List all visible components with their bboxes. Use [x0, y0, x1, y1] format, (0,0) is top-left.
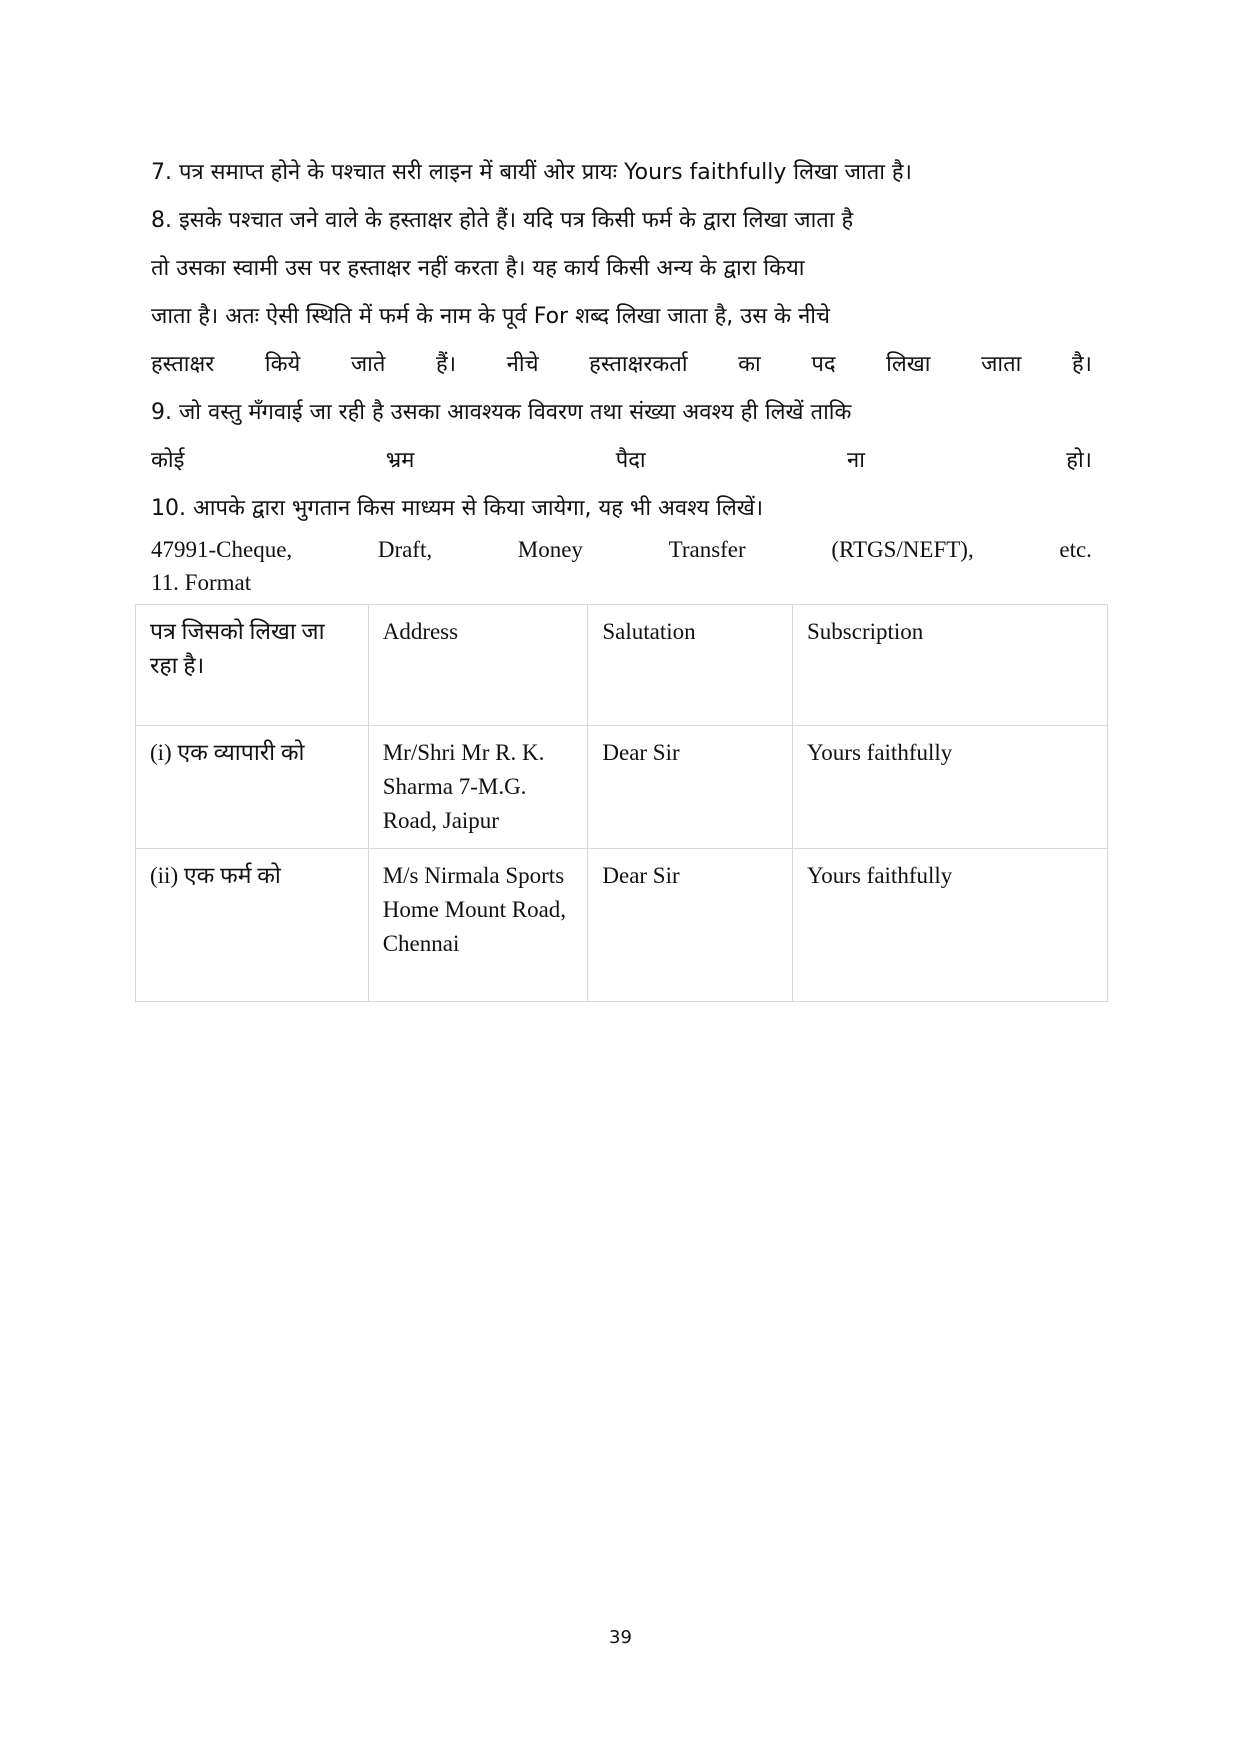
word: लिखा: [886, 352, 931, 377]
cell-subscription: Yours faithfully: [793, 849, 1108, 1002]
header-address: Address: [368, 605, 588, 726]
payment-mode: 47991-Cheque,: [151, 537, 293, 562]
header-recipient: पत्र जिसको लिखा जा रहा है।: [136, 605, 369, 726]
word: हस्ताक्षर: [151, 352, 215, 377]
paragraph-9-line-2: [151, 446, 1092, 476]
page-number: 39: [609, 1627, 632, 1648]
cell-address: Mr/Shri Mr R. K. Sharma 7-M.G. Road, Jaipur: [368, 726, 588, 849]
word: हो।: [1066, 448, 1092, 473]
table-row: [136, 849, 1108, 1002]
word: कोई: [151, 448, 185, 473]
payment-mode: Money: [517, 537, 583, 562]
cell-salutation: Dear Sir: [588, 726, 793, 849]
word: पैदा: [615, 448, 646, 473]
paragraph-8-line-2: तो उसका स्वामी उस पर हस्ताक्षर नहीं करता है। यह कार्य किसी अन्य के द्वारा किया: [151, 256, 805, 281]
word: हैं।: [436, 352, 457, 377]
paragraph-11-heading: 11. Format: [151, 570, 252, 595]
word: है।: [1071, 352, 1092, 377]
word: का: [738, 352, 761, 377]
header-salutation: Salutation: [588, 605, 793, 726]
cell-recipient: (i) एक व्यापारी को: [136, 726, 369, 849]
table-row: [136, 726, 1108, 849]
word: किये: [264, 352, 301, 377]
word: ना: [847, 448, 865, 473]
payment-mode: Transfer: [668, 537, 746, 562]
paragraph-7: 7. पत्र समाप्त होने के पश्चात सरी लाइन में बायीं ओर प्रायः Yours faithfully लिखा जाता है।: [151, 160, 912, 185]
paragraph-8-line-4: [151, 350, 1092, 380]
payment-mode: (RTGS/NEFT),: [831, 537, 974, 562]
format-table: [135, 604, 1108, 1002]
table-header-row: [136, 605, 1108, 726]
cell-subscription: Yours faithfully: [793, 726, 1108, 849]
paragraph-10-line-1: 10. आपके द्वारा भुगतान किस माध्यम से किया जायेगा, यह भी अवश्य लिखें।: [151, 496, 764, 521]
payment-mode: Draft,: [377, 537, 433, 562]
word: पद: [811, 352, 836, 377]
word: भ्रम: [385, 448, 415, 473]
paragraph-8-line-3: जाता है। अतः ऐसी स्थिति में फर्म के नाम के पूर्व For शब्द लिखा जाता है, उस के नीचे: [151, 304, 830, 329]
cell-salutation: Dear Sir: [588, 849, 793, 1002]
word: जाता: [981, 352, 1022, 377]
cell-address: M/s Nirmala Sports Home Mount Road, Chennai: [368, 849, 588, 1002]
cell-recipient: (ii) एक फर्म को: [136, 849, 369, 1002]
word: जाते: [350, 352, 386, 377]
word: नीचे: [506, 352, 539, 377]
header-subscription: Subscription: [793, 605, 1108, 726]
paragraph-8-line-1: 8. इसके पश्चात जने वाले के हस्ताक्षर होते हैं। यदि पत्र किसी फर्म के द्वारा लिखा जाता है: [151, 208, 854, 233]
payment-mode: etc.: [1059, 537, 1092, 562]
paragraph-10-line-2: [151, 535, 1092, 565]
paragraph-9-line-1: 9. जो वस्तु मँगवाई जा रही है उसका आवश्यक विवरण तथा संख्या अवश्य ही लिखें ताकि: [151, 400, 852, 425]
word: हस्ताक्षरकर्ता: [589, 352, 688, 377]
